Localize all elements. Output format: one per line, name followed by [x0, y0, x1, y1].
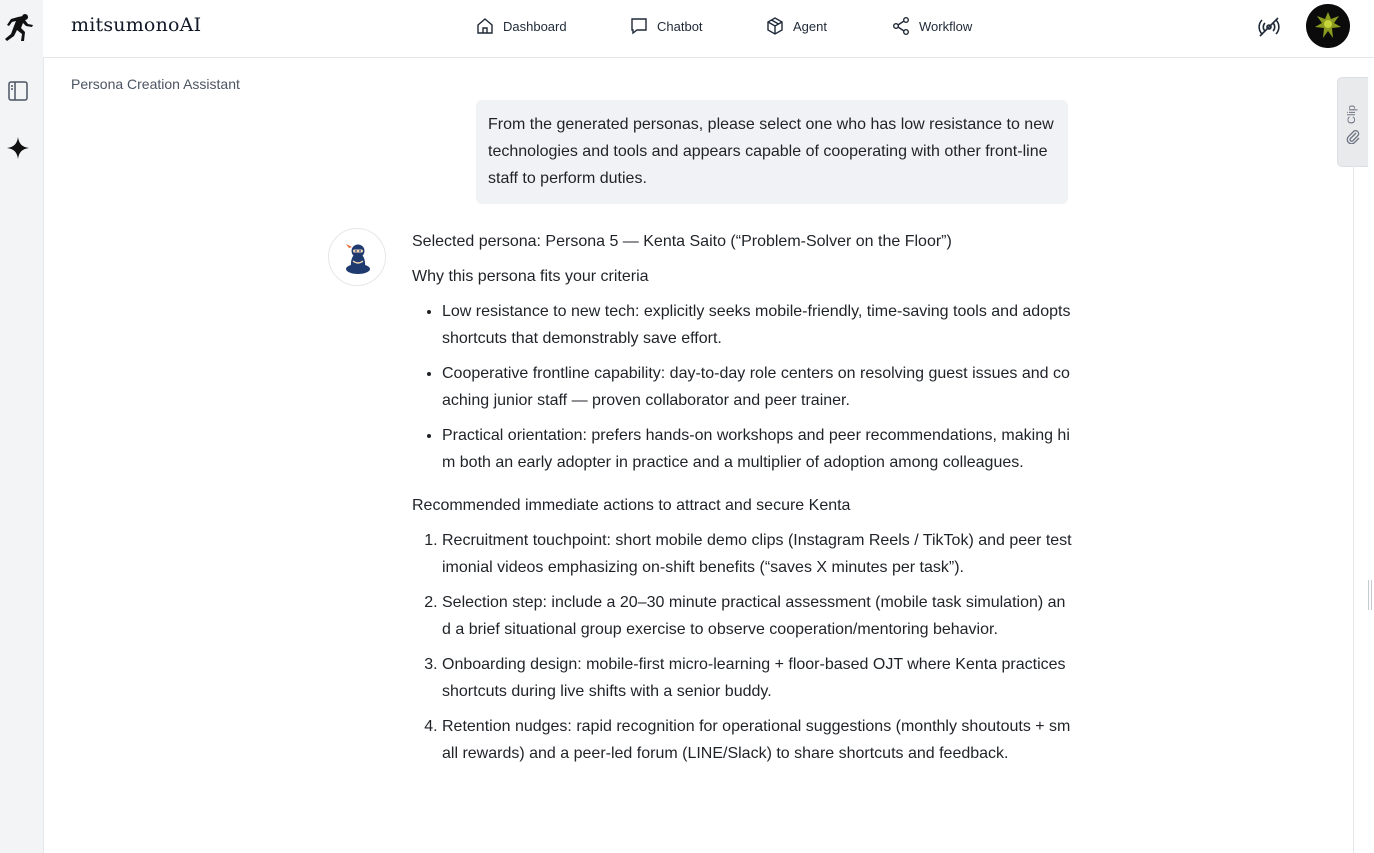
cube-icon: [765, 16, 785, 36]
user-avatar-figure-icon: [1306, 4, 1350, 48]
nav-workflow[interactable]: [891, 16, 972, 36]
sparkle-icon[interactable]: [6, 136, 30, 160]
resize-handle[interactable]: [1368, 580, 1372, 610]
list-item: • Low resistance to new tech: explicitly seeks mobile-friendly, time-saving tools and adopts shortcuts that demonstrably save effort.: [442, 298, 1072, 352]
ninja-mascot-icon: [342, 241, 374, 275]
share-nodes-icon: [891, 16, 911, 36]
list-item: 2. Selection step: include a 20–30 minute practical assessment (mobile task simulation) and a brief situational group exercise to observe cooperation/mentoring behavior.: [442, 589, 1072, 643]
reasons-list: [412, 298, 1072, 476]
home-icon: [475, 16, 495, 36]
runner-logo-icon[interactable]: [3, 13, 35, 49]
brand-name[interactable]: mitsumonoAI: [71, 14, 202, 36]
list-item: • Cooperative frontline capability: day-to-day role centers on resolving guest issues and coaching junior staff — proven collaborator and peer trainer.: [442, 360, 1072, 414]
nav-agent[interactable]: [765, 16, 827, 36]
nav-agent-label: Agent: [793, 18, 827, 34]
clip-label: Clip: [1346, 105, 1358, 124]
broadcast-icon[interactable]: [1257, 15, 1281, 39]
paperclip-icon: [1345, 128, 1361, 144]
actions-heading: Recommended immediate actions to attract and secure Kenta: [412, 497, 851, 514]
list-item: • Practical orientation: prefers hands-on workshops and peer recommendations, making him both an early adopter in practice and a multiplier of adoption among colleagues.: [442, 422, 1072, 476]
clip-panel-tab[interactable]: [1337, 77, 1368, 167]
list-item: 4. Retention nudges: rapid recognition for operational suggestions (monthly shoutouts + small rewards) and a peer-led forum (LINE/Slack) to share shortcuts and feedback.: [442, 713, 1072, 767]
assistant-message: [412, 228, 1072, 775]
nav-dashboard[interactable]: [475, 16, 567, 36]
list-item: 1. Recruitment touchpoint: short mobile demo clips (Instagram Reels / TikTok) and peer testimonial videos emphasizing on-shift benefits (“saves X minutes per task”).: [442, 527, 1072, 581]
user-message-bubble: From the generated personas, please select one who has low resistance to new technologies and tools and appears capable of cooperating with other front-line staff to perform duties.: [476, 100, 1068, 204]
scroll-track: [1353, 165, 1354, 853]
why-heading: Why this persona fits your criteria: [412, 268, 649, 285]
selected-persona-line: Selected persona: Persona 5 — Kenta Saito (“Problem-Solver on the Floor”): [412, 233, 952, 250]
page-title: Persona Creation Assistant: [71, 76, 240, 92]
top-header: [43, 0, 1374, 58]
assistant-avatar: [328, 228, 386, 286]
sidebar-toggle-icon[interactable]: [7, 80, 29, 102]
list-item: 3. Onboarding design: mobile-first micro-learning + floor-based OJT where Kenta practices shortcuts during live shifts with a senior buddy.: [442, 651, 1072, 705]
user-avatar[interactable]: [1306, 4, 1350, 48]
nav-chatbot-label: Chatbot: [657, 18, 703, 34]
actions-list: [412, 527, 1072, 767]
nav-chatbot[interactable]: [629, 16, 703, 36]
nav-workflow-label: Workflow: [919, 18, 973, 34]
nav-dashboard-label: Dashboard: [503, 18, 567, 34]
left-rail: [0, 0, 44, 853]
chat-icon: [629, 16, 649, 36]
